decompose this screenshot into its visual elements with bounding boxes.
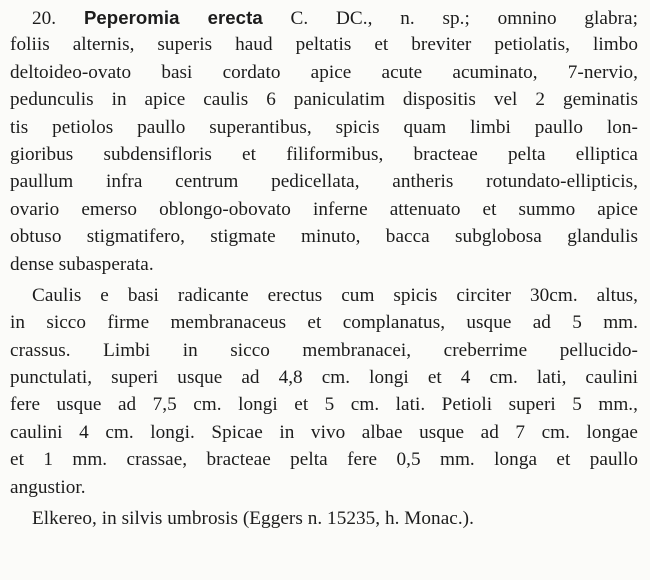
diagnosis-line: dense subasperata. xyxy=(10,253,154,275)
description-line: fere usque ad 7,5 cm. longi et 5 cm. lati. Petioli superi 5 mm., xyxy=(10,394,638,416)
diagnosis-line: pedunculis in apice caulis 6 paniculatim dispositis vel 2 geminatis xyxy=(10,89,638,111)
description-line: caulini 4 cm. longi. Spicae in vivo albae usque ad 7 cm. longae xyxy=(10,421,638,443)
species-name: Peperomia erecta xyxy=(83,7,263,28)
description-line: angustior. xyxy=(10,476,86,498)
diagnosis-line: foliis alternis, superis haud peltatis et breviter petiolatis, limbo xyxy=(10,34,638,56)
species-entry xyxy=(10,4,638,532)
description-line: punctulati, superi usque ad 4,8 cm. longi et 4 cm. lati, caulini xyxy=(10,367,638,389)
diagnosis-line: ovario emerso oblongo-obovato inferne attenuato et summo apice xyxy=(10,198,638,220)
description-line: et 1 mm. crassae, bracteae pelta fere 0,5 mm. longa et paullo xyxy=(10,449,638,471)
diagnosis-line: deltoideo-ovato basi cordato apice acute acuminato, 7-nervio, xyxy=(10,61,638,83)
diagnosis-line: tis petiolos paullo superantibus, spicis quam limbi paullo lon- xyxy=(10,116,638,138)
species-heading-rest: C. DC., n. sp.; omnino glabra; xyxy=(290,8,639,29)
species-heading-line xyxy=(10,4,638,31)
locality-line: Elkereo, in silvis umbrosis (Eggers n. 15235, h. Monac.). xyxy=(32,508,474,530)
diagnosis-line: gioribus subdensifloris et filiformibus, bracteae pelta elliptica xyxy=(10,143,638,165)
diagnosis-line: obtuso stigmatifero, stigmate minuto, bacca subglobosa glandulis xyxy=(10,226,638,248)
description-line: Caulis e basi radicante erectus cum spicis circiter 30cm. altus, xyxy=(32,284,638,306)
species-number: 20. xyxy=(32,8,57,29)
diagnosis-line: paullum infra centrum pedicellata, antheris rotundato-ellipticis, xyxy=(10,171,638,193)
description-line: in sicco firme membranaceus et complanatus, usque ad 5 mm. xyxy=(10,312,638,334)
description-line: crassus. Limbi in sicco membranacei, creberrime pellucido- xyxy=(10,339,638,361)
